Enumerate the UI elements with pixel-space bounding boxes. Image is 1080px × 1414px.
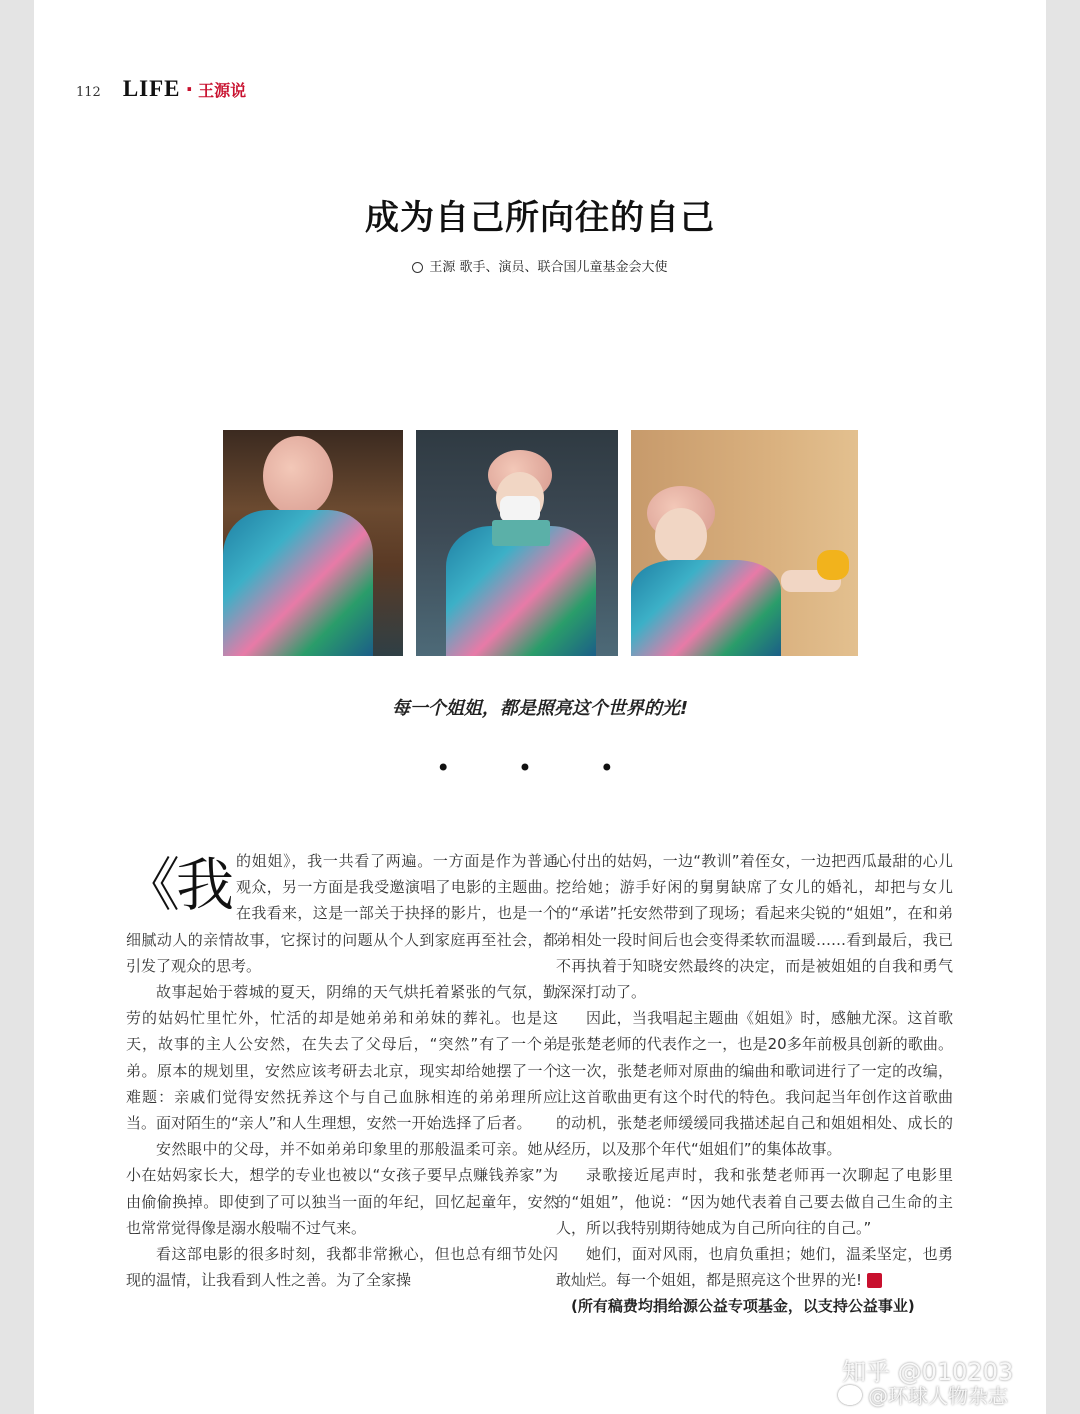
- paragraph-last: 她们，面对风雨，也肩负重担；她们，温柔坚定，也勇敢灿烂。每一个姐姐，都是照亮这个世界的光! G: [556, 1245, 953, 1290]
- paragraph: 故事起始于蓉城的夏天，阴绵的天气烘托着紧张的气氛，勤劳的姑妈忙里忙外，忙活的却是她弟弟和弟妹的葬礼。也是这天，故事的主人公安然，在失去了父母后，“突然”有了一个弟弟。原本的规划里，安然应该考研去北京，现实却给她摆了一个难题：亲戚们觉得安然抚养这个与自己血脉相连的弟弟理所应当。面对陌生的“亲人”和人生理想，安然一开始选择了后者。: [126, 983, 558, 1133]
- mic-card-shape: [492, 520, 550, 546]
- jacket-shape: [631, 560, 781, 656]
- weibo-icon: [838, 1385, 862, 1405]
- face-mask-shape: [500, 496, 540, 522]
- paragraph: 看这部电影的很多时刻，我都非常揪心，但也总有细节处闪现的温情，让我看到人性之善。为了全家操: [126, 1245, 558, 1290]
- face-shape: [655, 508, 707, 564]
- photo-caption: 每一个姐姐，都是照亮这个世界的光!: [391, 698, 689, 719]
- drop-cap: 《我: [122, 851, 231, 919]
- photo-holding-mic: [416, 430, 618, 656]
- byline-circle-icon: [412, 262, 423, 273]
- jacket-shape: [223, 510, 373, 656]
- donation-note: (所有稿费均捐给源公益专项基金，以支持公益事业): [571, 1297, 915, 1316]
- section-divider: • • •: [436, 754, 644, 782]
- section-name: LIFE: [122, 76, 181, 101]
- end-mark-icon: G: [867, 1273, 882, 1288]
- photo-pointing: [631, 430, 858, 656]
- article-title: 成为自己所向往的自己: [365, 198, 715, 238]
- page-number: 112: [76, 85, 101, 100]
- paragraph: 因此，当我唱起主题曲《姐姐》时，感触尤深。这首歌是张楚老师的代表作之一，也是20多年前极具创新的歌曲。这一次，张楚老师对原曲的编曲和歌词进行了一定的改编，让这首歌曲更有这个时代的特色。我问起当年创作这首歌曲的动机，张楚老师缓缓同我描述起自己和姐姐相处、成长的经历，以及那个年代“姐姐们”的集体故事。: [556, 1009, 953, 1159]
- paragraph: 心付出的姑妈，一边“教训”着侄女，一边把西瓜最甜的心儿挖给她；游手好闲的舅舅缺席了女儿的婚礼，却把与女儿的“承诺”托安然带到了现场；看起来尖锐的“姐姐”，在和弟弟相处一段时间后也会变得柔软而温暖……看到最后，我已不再执着于知晓安然最终的决定，而是被姐姐的自我和勇气深深打动了。: [556, 852, 953, 1002]
- byline-text: 王源 歌手、演员、联合国儿童基金会大使: [429, 260, 668, 275]
- paragraph: 安然眼中的父母，并不如弟弟印象里的那般温柔可亲。她从小在姑妈家长大，想学的专业也被以“女孩子要早点赚钱养家”为由偷偷换掉。即使到了可以独当一面的年纪，回忆起童年，安然也常常觉得像是溺水般喘不过气来。: [126, 1140, 558, 1237]
- pink-hair-shape: [263, 436, 333, 516]
- paragraph: 录歌接近尾声时，我和张楚老师再一次聊起了电影里的“姐姐”，他说：“因为她代表着自己要去做自己生命的主人，所以我特别期待她成为自己所向往的自己。”: [556, 1166, 953, 1237]
- column-name: 王源说: [198, 81, 247, 100]
- text-column-left: [122, 848, 558, 1293]
- weibo-watermark: @环球人物杂志: [838, 1380, 1008, 1409]
- byline: [34, 256, 1046, 275]
- header-separator: ·: [185, 77, 194, 101]
- toy-shape: [817, 550, 849, 580]
- zhihu-watermark: 知乎 @010203: [842, 1358, 1014, 1386]
- photo-strip: [223, 430, 858, 656]
- photo-back-view: [223, 430, 403, 656]
- paragraph-first: 《我的姐姐》，我一共看了两遍。一方面是作为普通观众，另一方面是我受邀演唱了电影的主题曲。在我看来，这是一部关于抉择的影片，也是一个细腻动人的亲情故事，它探讨的问题从个人到家庭再至社会，都引发了观众的思考。: [122, 851, 558, 975]
- text-column-right: [556, 848, 953, 1320]
- magazine-page: [34, 0, 1046, 1414]
- running-header: [76, 76, 246, 104]
